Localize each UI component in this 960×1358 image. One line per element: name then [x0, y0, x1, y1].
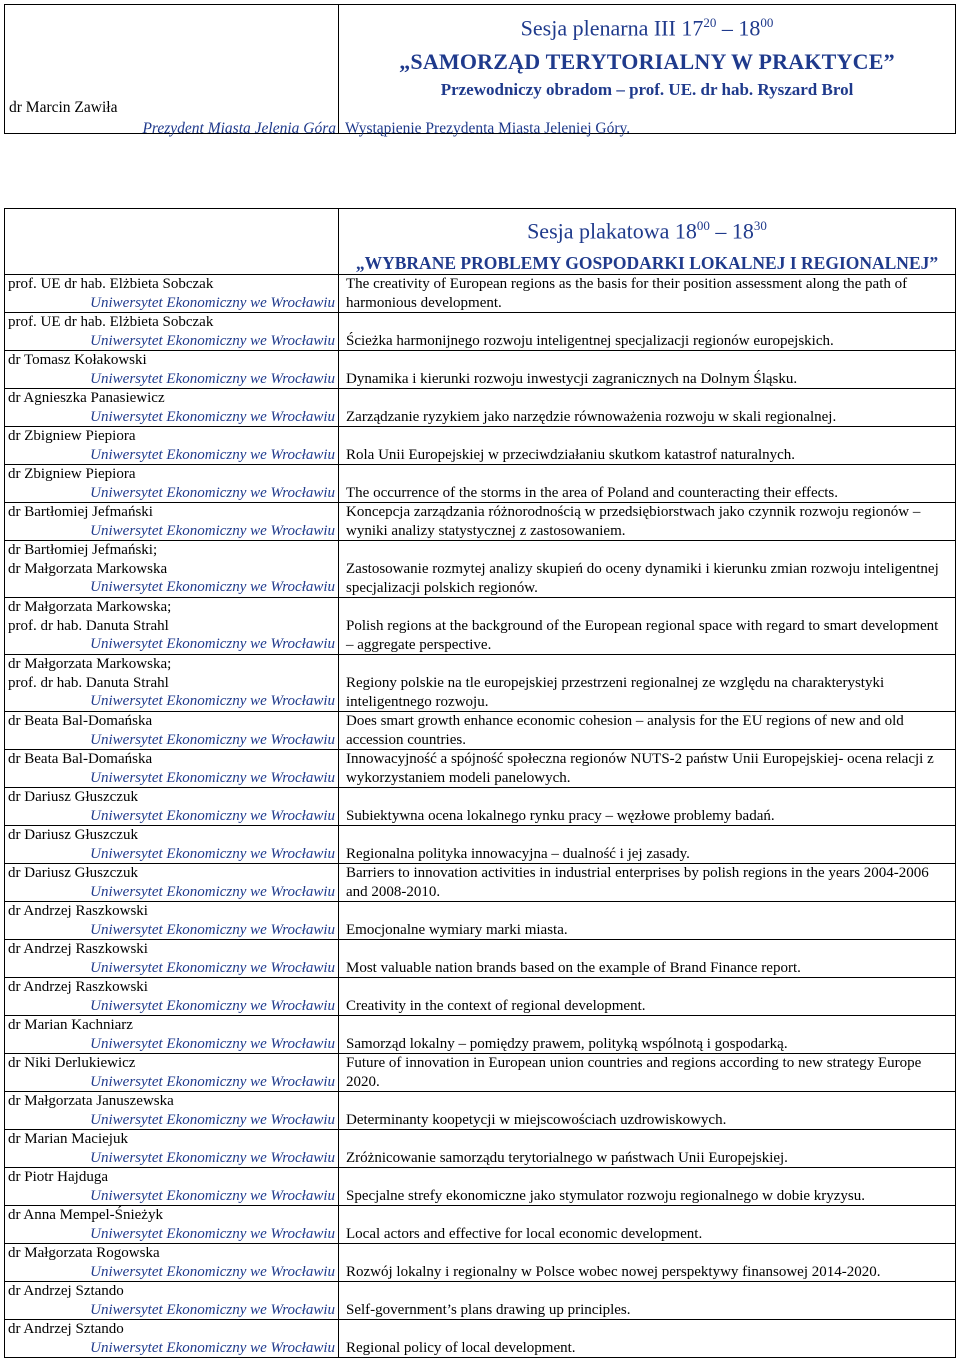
poster-author-cell: [5, 1282, 339, 1320]
poster-header-cell: [339, 209, 956, 275]
poster-author: prof. dr hab. Danuta Strahl: [8, 617, 169, 634]
poster-presentation-title: Samorząd lokalny – pomiędzy prawem, polityką wspólnotą i gospodarką.: [346, 1035, 788, 1052]
poster-author-cell: [5, 788, 339, 826]
poster-author-affiliation: Uniwersytet Ekonomiczny we Wrocławiu: [90, 1263, 335, 1280]
poster-presentation-title: Ścieżka harmonijnego rozwoju inteligentnej specjalizacji regionów europejskich.: [346, 332, 834, 349]
poster-author: dr Dariusz Głuszczuk: [8, 827, 138, 844]
poster-presentation-title: Future of innovation in European union countries and regions according to new strategy Europe 2020.: [346, 1055, 922, 1090]
poster-presentation-title: Determinanty koopetycji w miejscowościach uzdrowiskowych.: [346, 1111, 727, 1128]
poster-row: [5, 1130, 956, 1168]
poster-author-cell: [5, 655, 339, 712]
poster-presentation-title: Zastosowanie rozmytej analizy skupień do oceny dynamiki i kierunku zmian rozwoju inteligentnej specjalizacji polskich regionów.: [346, 561, 939, 596]
poster-row: [5, 427, 956, 465]
poster-presentation-title: Barriers to innovation activities in industrial enterprises by polish regions in the years 2004-2006 and 2008-2010.: [346, 865, 929, 900]
poster-author-cell: [5, 750, 339, 788]
poster-row: [5, 712, 956, 750]
poster-author-affiliation: Uniwersytet Ekonomiczny we Wrocławiu: [90, 959, 335, 976]
poster-title-cell: [339, 902, 956, 940]
poster-presentation-title: Regionalna polityka innowacyjna – dualność i jej zasady.: [346, 845, 690, 862]
poster-row: [5, 940, 956, 978]
poster-presentation-title: Emocjonalne wymiary marki miasta.: [346, 921, 568, 938]
poster-presentation-title: Dynamika i kierunki rozwoju inwestycji zagranicznych na Dolnym Śląsku.: [346, 370, 798, 387]
poster-author-cell: [5, 503, 339, 541]
poster-presentation-title: Regiony polskie na tle europejskiej przestrzeni regionalnej ze względu na charakterystyki inteligentnego rozwoju.: [346, 675, 885, 710]
poster-author-affiliation: Uniwersytet Ekonomiczny we Wrocławiu: [90, 1339, 335, 1356]
poster-presentation-title: Rola Unii Europejskiej w przeciwdziałaniu skutkom katastrof naturalnych.: [346, 446, 796, 463]
poster-author: dr Piotr Hajduga: [8, 1169, 108, 1186]
poster-row: [5, 1016, 956, 1054]
poster-row: [5, 1282, 956, 1320]
poster-title-cell: [339, 655, 956, 712]
poster-presentation-title: The creativity of European regions as the basis for their position assessment along the path of harmonious development.: [346, 276, 908, 311]
poster-title-cell: [339, 1016, 956, 1054]
poster-presentation-title: Koncepcja zarządzania różnorodnością w przedsiębiorstwach jako czynnik rozwoju regionów – wyniki analizy statystycznej z zastosowaniem.: [346, 504, 921, 539]
poster-row: [5, 275, 956, 313]
poster-author: dr Andrzej Raszkowski: [8, 941, 148, 958]
poster-title-cell: [339, 351, 956, 389]
poster-author-cell: [5, 427, 339, 465]
poster-author-cell: [5, 1206, 339, 1244]
poster-author-affiliation: Uniwersytet Ekonomiczny we Wrocławiu: [90, 1187, 335, 1204]
poster-author-affiliation: Uniwersytet Ekonomiczny we Wrocławiu: [90, 1225, 335, 1242]
poster-author: dr Małgorzata Januszewska: [8, 1093, 174, 1110]
poster-title-cell: [339, 1092, 956, 1130]
poster-row: [5, 655, 956, 712]
poster-author-cell: [5, 275, 339, 313]
poster-title-cell: [339, 427, 956, 465]
plenary-speaker: dr Marcin Zawiła: [9, 99, 118, 116]
poster-author-affiliation: Uniwersytet Ekonomiczny we Wrocławiu: [90, 731, 335, 748]
poster-author-affiliation: Uniwersytet Ekonomiczny we Wrocławiu: [90, 769, 335, 786]
plenary-speaker-affiliation: Prezydent Miasta Jelenia Góra: [142, 120, 336, 137]
poster-author-cell: [5, 1130, 339, 1168]
poster-presentation-title: Most valuable nation brands based on the example of Brand Finance report.: [346, 959, 801, 976]
poster-presentation-title: Subiektywna ocena lokalnego rynku pracy – węzłowe problemy badań.: [346, 807, 775, 824]
poster-author-cell: [5, 940, 339, 978]
poster-title-cell: [339, 598, 956, 655]
poster-author-affiliation: Uniwersytet Ekonomiczny we Wrocławiu: [90, 636, 335, 653]
poster-author: dr Beata Bal-Domańska: [8, 713, 153, 730]
poster-row: [5, 750, 956, 788]
poster-row: [5, 313, 956, 351]
poster-session-header-row: [5, 209, 956, 275]
poster-session-theme: „WYBRANE PROBLEMY GOSPODARKI LOKALNEJ I REGIONALNEJ”: [355, 253, 939, 274]
poster-presentation-title: Does smart growth enhance economic cohesion – analysis for the EU regions of new and old accession countries.: [346, 713, 904, 748]
poster-title-cell: [339, 864, 956, 902]
poster-title-cell: [339, 389, 956, 427]
poster-author: dr Bartłomiej Jefmański;: [8, 542, 158, 559]
poster-presentation-title: Innowacyjność a spójność społeczna regionów NUTS-2 państw Unii Europejskiej- ocena relacji z wykorzystaniem modeli panelowych.: [346, 751, 934, 786]
poster-author-cell: [5, 541, 339, 598]
poster-title-cell: [339, 1282, 956, 1320]
poster-title-cell: [339, 750, 956, 788]
poster-row: [5, 389, 956, 427]
poster-author: dr Małgorzata Markowska: [8, 560, 168, 577]
poster-row: [5, 541, 956, 598]
poster-row: [5, 351, 956, 389]
poster-author-affiliation: Uniwersytet Ekonomiczny we Wrocławiu: [90, 1149, 335, 1166]
poster-author-cell: [5, 1320, 339, 1358]
poster-author-affiliation: Uniwersytet Ekonomiczny we Wrocławiu: [90, 845, 335, 862]
poster-author: dr Agnieszka Panasiewicz: [8, 390, 165, 407]
poster-row: [5, 1320, 956, 1358]
poster-presentation-title: Specjalne strefy ekonomiczne jako stymulator rozwoju regionalnego w dobie kryzysu.: [346, 1187, 866, 1204]
poster-title-cell: [339, 1320, 956, 1358]
poster-presentation-title: Zróżnicowanie samorządu terytorialnego w państwach Unii Europejskiej.: [346, 1149, 788, 1166]
plenary-session-chair: Przewodniczy obradom – prof. UE. dr hab. Ryszard Brol: [440, 80, 854, 99]
poster-title-cell: [339, 940, 956, 978]
poster-title-cell: [339, 313, 956, 351]
poster-author-affiliation: Uniwersytet Ekonomiczny we Wrocławiu: [90, 522, 335, 539]
poster-author-cell: [5, 351, 339, 389]
poster-author: dr Małgorzata Markowska;: [8, 599, 172, 616]
poster-author-affiliation: Uniwersytet Ekonomiczny we Wrocławiu: [90, 997, 335, 1014]
poster-author-affiliation: Uniwersytet Ekonomiczny we Wrocławiu: [90, 1035, 335, 1052]
poster-title-cell: [339, 1206, 956, 1244]
poster-row: [5, 864, 956, 902]
poster-author: dr Niki Derlukiewicz: [8, 1055, 136, 1072]
poster-title-cell: [339, 978, 956, 1016]
poster-row: [5, 1168, 956, 1206]
poster-author-cell: [5, 598, 339, 655]
poster-author: dr Marian Maciejuk: [8, 1131, 128, 1148]
poster-title-cell: [339, 788, 956, 826]
poster-author: prof. UE dr hab. Elżbieta Sobczak: [8, 314, 214, 331]
poster-author-affiliation: Uniwersytet Ekonomiczny we Wrocławiu: [90, 446, 335, 463]
poster-row: [5, 788, 956, 826]
poster-presentation-title: Polish regions at the background of the European regional space with regard to smart development – aggregate perspective.: [346, 618, 939, 653]
plenary-content-cell: [339, 5, 956, 137]
poster-author: prof. UE dr hab. Elżbieta Sobczak: [8, 276, 214, 293]
poster-presentation-title: Regional policy of local development.: [346, 1339, 576, 1356]
poster-author-affiliation: Uniwersytet Ekonomiczny we Wrocławiu: [90, 921, 335, 938]
poster-row: [5, 978, 956, 1016]
poster-author: dr Andrzej Sztando: [8, 1321, 124, 1338]
poster-author-cell: [5, 1092, 339, 1130]
poster-author-cell: [5, 313, 339, 351]
plenary-session-table: [4, 4, 956, 137]
poster-author-cell: [5, 712, 339, 750]
poster-author-cell: [5, 1054, 339, 1092]
poster-author: dr Bartłomiej Jefmański: [8, 504, 153, 521]
poster-author: dr Dariusz Głuszczuk: [8, 865, 138, 882]
poster-row: [5, 465, 956, 503]
poster-author: dr Marian Kachniarz: [8, 1017, 133, 1034]
poster-author: dr Andrzej Sztando: [8, 1283, 124, 1300]
poster-author: dr Andrzej Raszkowski: [8, 903, 148, 920]
poster-session-table: [4, 208, 956, 1358]
poster-author-affiliation: Uniwersytet Ekonomiczny we Wrocławiu: [90, 484, 335, 501]
poster-author: dr Beata Bal-Domańska: [8, 751, 153, 768]
poster-author-cell: [5, 465, 339, 503]
poster-author: dr Tomasz Kołakowski: [8, 352, 147, 369]
poster-author-affiliation: Uniwersytet Ekonomiczny we Wrocławiu: [90, 693, 335, 710]
poster-author: dr Andrzej Raszkowski: [8, 979, 148, 996]
poster-row: [5, 1092, 956, 1130]
poster-title-cell: [339, 503, 956, 541]
poster-author-affiliation: Uniwersytet Ekonomiczny we Wrocławiu: [90, 579, 335, 596]
poster-author-cell: [5, 864, 339, 902]
poster-author-cell: [5, 978, 339, 1016]
poster-author-cell: [5, 902, 339, 940]
poster-row: [5, 1054, 956, 1092]
poster-session-title: Sesja plakatowa $18^{00} - 18^{30}$: [527, 218, 767, 244]
poster-author-cell: [5, 1016, 339, 1054]
plenary-session-title: Sesja plenarna III $17^{20} - 18^{00}$: [520, 15, 774, 41]
poster-author: dr Małgorzata Rogowska: [8, 1245, 160, 1262]
poster-author: dr Zbigniew Piepiora: [8, 428, 136, 445]
poster-title-cell: [339, 1168, 956, 1206]
poster-title-cell: [339, 826, 956, 864]
poster-row: [5, 826, 956, 864]
poster-author-cell: [5, 1244, 339, 1282]
poster-author-affiliation: Uniwersytet Ekonomiczny we Wrocławiu: [90, 332, 335, 349]
poster-author-affiliation: Uniwersytet Ekonomiczny we Wrocławiu: [90, 370, 335, 387]
poster-title-cell: [339, 1054, 956, 1092]
poster-author-cell: [5, 1168, 339, 1206]
poster-presentation-title: Local actors and effective for local economic development.: [346, 1225, 703, 1242]
poster-row: [5, 1206, 956, 1244]
poster-title-cell: [339, 465, 956, 503]
poster-title-cell: [339, 541, 956, 598]
poster-author-affiliation: Uniwersytet Ekonomiczny we Wrocławiu: [90, 1301, 335, 1318]
poster-presentation-title: Rozwój lokalny i regionalny w Polsce wobec nowej perspektywy finansowej 2014-2020.: [346, 1263, 881, 1280]
poster-author: dr Anna Mempel-Śnieżyk: [8, 1207, 163, 1224]
poster-title-cell: [339, 1244, 956, 1282]
poster-row: [5, 503, 956, 541]
poster-author: dr Małgorzata Markowska;: [8, 656, 172, 673]
poster-header-empty-cell: [5, 209, 339, 275]
poster-author: prof. dr hab. Danuta Strahl: [8, 674, 169, 691]
poster-author-cell: [5, 826, 339, 864]
poster-presentation-title: Self-government’s plans drawing up principles.: [346, 1301, 631, 1318]
poster-title-cell: [339, 275, 956, 313]
poster-row: [5, 1244, 956, 1282]
poster-author-affiliation: Uniwersytet Ekonomiczny we Wrocławiu: [90, 807, 335, 824]
poster-author: dr Zbigniew Piepiora: [8, 466, 136, 483]
plenary-speech-title: Wystąpienie Prezydenta Miasta Jeleniej Góry.: [345, 120, 631, 137]
poster-title-cell: [339, 1130, 956, 1168]
poster-author-affiliation: Uniwersytet Ekonomiczny we Wrocławiu: [90, 294, 335, 311]
poster-author-affiliation: Uniwersytet Ekonomiczny we Wrocławiu: [90, 408, 335, 425]
poster-author-cell: [5, 389, 339, 427]
poster-author-affiliation: Uniwersytet Ekonomiczny we Wrocławiu: [90, 1111, 335, 1128]
poster-presentation-title: The occurrence of the storms in the area of Poland and counteracting their effects.: [346, 484, 839, 501]
poster-author: dr Dariusz Głuszczuk: [8, 789, 138, 806]
poster-row: [5, 902, 956, 940]
poster-presentation-title: Creativity in the context of regional development.: [346, 997, 646, 1014]
poster-row: [5, 598, 956, 655]
poster-presentation-title: Zarządzanie ryzykiem jako narzędzie równoważenia rozwoju w skali regionalnej.: [346, 408, 837, 425]
plenary-speaker-cell: [5, 5, 339, 137]
poster-author-affiliation: Uniwersytet Ekonomiczny we Wrocławiu: [90, 883, 335, 900]
poster-author-affiliation: Uniwersytet Ekonomiczny we Wrocławiu: [90, 1073, 335, 1090]
poster-title-cell: [339, 712, 956, 750]
plenary-session-theme: „SAMORZĄD TERYTORIALNY W PRAKTYCE”: [399, 49, 895, 74]
